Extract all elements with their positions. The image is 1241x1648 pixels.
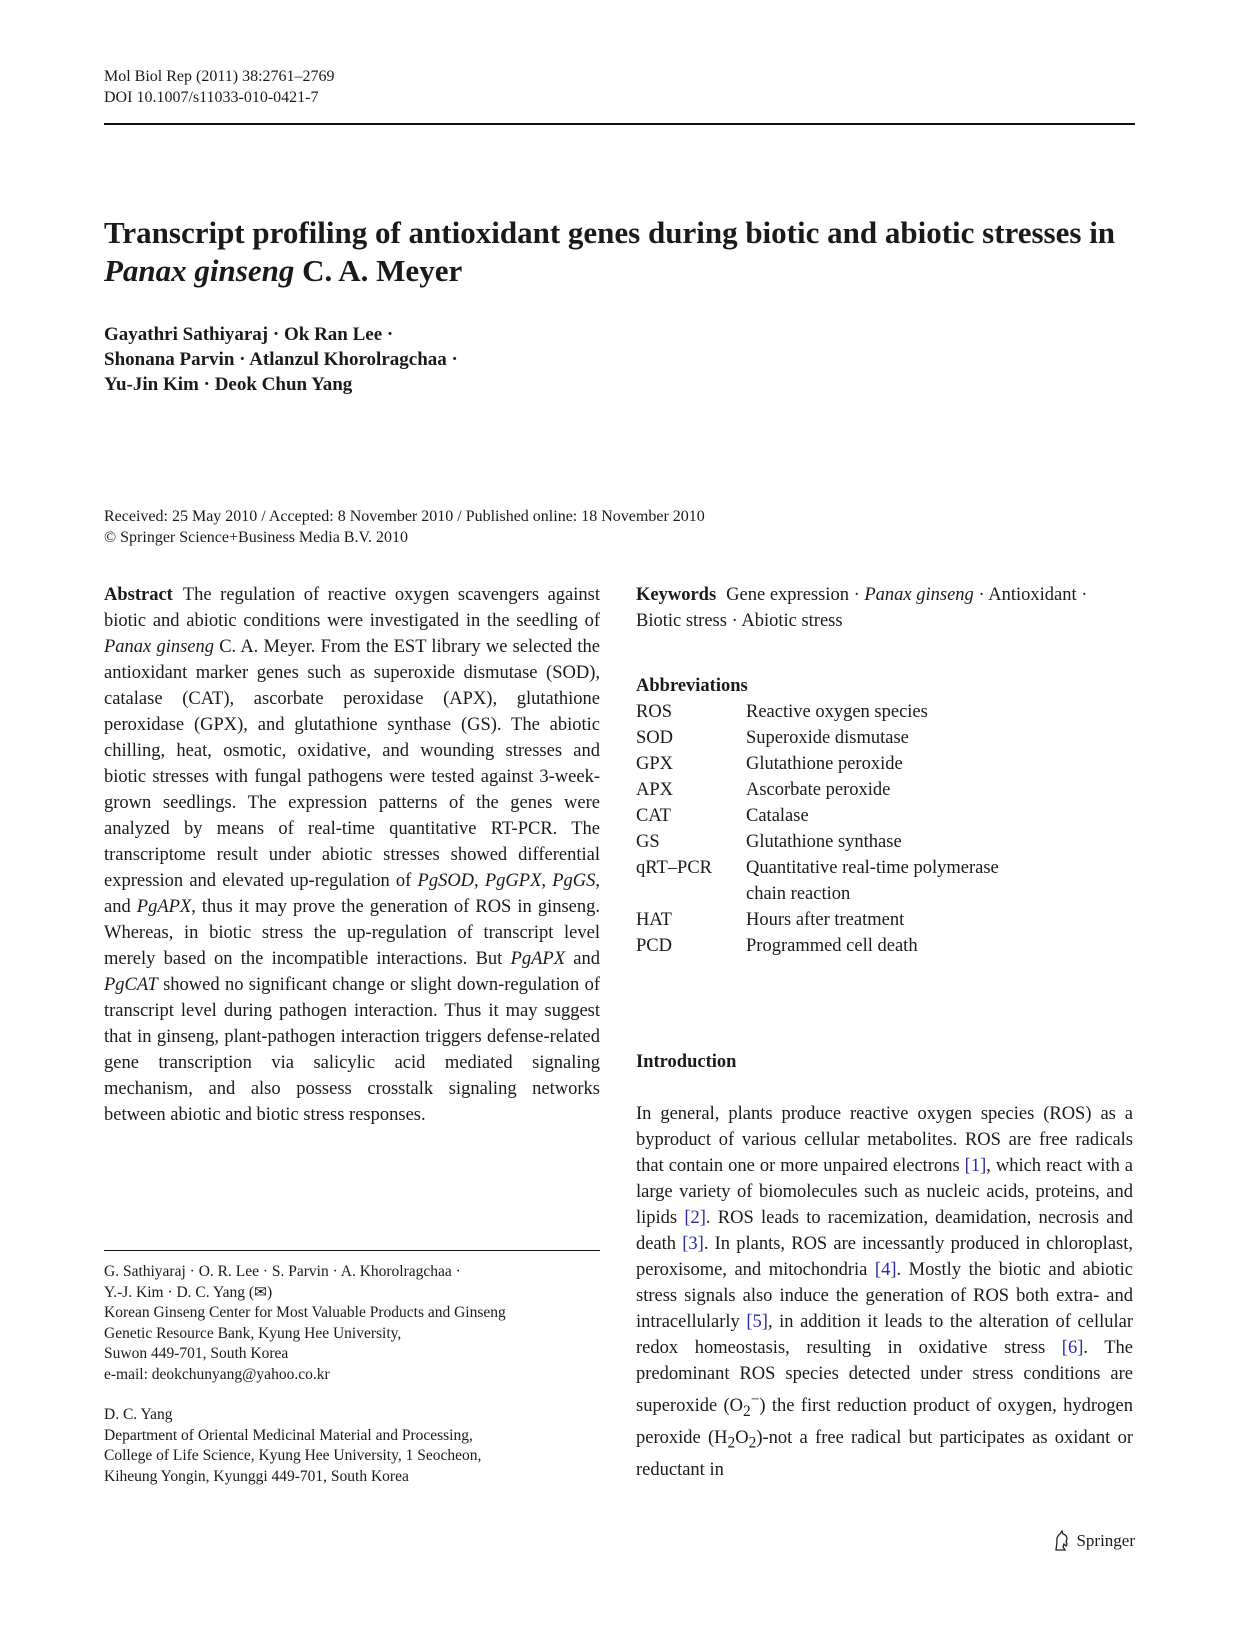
abbreviations-heading: Abbreviations — [636, 676, 748, 696]
abbreviation-row: ROS Reactive oxygen species — [636, 702, 928, 722]
envelope-icon: ✉ — [254, 1283, 267, 1301]
publisher-logo — [1052, 1530, 1135, 1552]
author-line: Shonana Parvin · Atlanzul Khorolragchaa · — [104, 349, 458, 370]
doi: DOI 10.1007/s11033-010-0421-7 — [104, 89, 319, 106]
citation-link[interactable]: [4] — [874, 1260, 897, 1280]
abstract: Abstract The regulation of reactive oxygen scavengers against biotic and abiotic conditions were investigated in the seedling of Panax ginseng C. A. Meyer. From the EST library we selected the antioxidant marker genes such as superoxide dismutase (SOD), catalase (CAT), ascorbate peroxidase (APX), glutathione peroxidase (GPX), and glutathione synthase (GS). The abiotic chilling, heat, osmotic, oxidative, and wounding stresses and biotic stresses with fungal pathogens were tested against 3-week-grown seedlings. The expression patterns of the genes were analyzed by means of real-time quantitative RT-PCR. The transcriptome result under abiotic stresses showed differential expression and elevated up-regulation of PgSOD, PgGPX, PgGS, and PgAPX, thus it may prove the generation of ROS in ginseng. Whereas, in biotic stress the up-regulation of transcript level merely based on the incompatible interactions. But PgAPX and PgCAT showed no significant change or slight down-regulation of transcript level during pathogen interaction. Thus it may suggest that in ginseng, plant-pathogen interaction triggers defense-related gene transcription via salicylic acid mediated signaling mechanism, and also possess crosstalk signaling networks between abiotic and biotic stress responses. — [104, 585, 601, 1125]
author-list — [104, 322, 458, 397]
journal-citation: Mol Biol Rep (2011) 38:2761–2769 — [104, 68, 335, 85]
citation-link[interactable]: [6] — [1061, 1338, 1084, 1358]
keywords: Keywords Gene expression · Panax ginseng · Antioxidant · Biotic stress · Abiotic stress — [636, 585, 1088, 631]
affiliation-block: D. C. Yang Department of Oriental Medicinal Material and Processing, College of Life Science, Kyung Hee University, 1 Seocheon, Kiheung Yongin, Kyunggi 449-701, South Korea — [104, 1406, 482, 1485]
introduction-heading: Introduction — [636, 1052, 737, 1072]
footnote-rule — [104, 1250, 600, 1251]
citation-link[interactable]: [2] — [684, 1208, 706, 1228]
article-title: Transcript profiling of antioxidant genes during biotic and abiotic stresses in Panax ginseng C. A. Meyer — [104, 215, 1116, 288]
publisher-name: Springer — [1076, 1531, 1135, 1550]
date-history: Received: 25 May 2010 / Accepted: 8 November 2010 / Published online: 18 November 2010 — [104, 508, 705, 525]
author-line: Yu-Jin Kim · Deok Chun Yang — [104, 374, 353, 395]
abbreviations-table — [636, 699, 1133, 959]
publication-dates — [104, 506, 705, 548]
journal-header — [104, 66, 335, 108]
header-rule — [104, 123, 1135, 125]
copyright: © Springer Science+Business Media B.V. 2010 — [104, 529, 408, 546]
citation-link[interactable]: [1] — [964, 1156, 987, 1176]
springer-horse-icon — [1052, 1530, 1072, 1552]
author-line: Gayathri Sathiyaraj · Ok Ran Lee · — [104, 324, 394, 345]
keywords-label: Keywords — [636, 585, 717, 605]
introduction-text: In general, plants produce reactive oxygen species (ROS) as a byproduct of various cellular metabolites. ROS are free radicals that contain one or more unpaired electrons [1], which react with a large variety of biomolecules such as nucleic acids, proteins, and lipids [2]. ROS leads to racemization, deamidation, necrosis and death [3]. In plants, ROS are incessantly produced in chloroplast, peroxisome, and mitochondria [4]. Mostly the biotic and abiotic stress signals also induce the generation of ROS both extra- and intracellularly [5], in addition it leads to the alteration of cellular redox homeostasis, resulting in oxidative stress [6]. The predominant ROS species detected under stress conditions are superoxide $(O_2^-)$ the first reduction product of oxygen, hydrogen peroxide $(H_2O_2)$-not a free radical but participates as oxidant or reductant in — [636, 1104, 1134, 1480]
email: e-mail: deokchunyang@yahoo.co.kr — [104, 1365, 330, 1383]
abbreviation-row: HAT Hours after treatment — [636, 910, 905, 930]
abbreviation-row: qRT–PCR Quantitative real-time polymerase chain reaction — [636, 858, 999, 904]
abbreviation-row: PCD Programmed cell death — [636, 936, 918, 956]
abbreviation-row: CAT Catalase — [636, 806, 809, 826]
citation-link[interactable]: [5] — [746, 1312, 768, 1332]
affiliation-block: G. Sathiyaraj · O. R. Lee · S. Parvin · A. Khorolragchaa · Y.-J. Kim · D. C. Yang (✉) Korean Ginseng Center for Most Valuable Products and Ginseng Genetic Resource Bank, Kyung Hee University, Suwon 449-701, South Korea e-mail: deokchunyang@yahoo.co.kr — [104, 1262, 600, 1385]
abstract-label: Abstract — [104, 585, 173, 605]
abbreviation-row: APX Ascorbate peroxide — [636, 780, 891, 800]
abbreviation-row: GPX Glutathione peroxide — [636, 754, 903, 774]
citation-link[interactable]: [3] — [682, 1234, 704, 1254]
abbreviation-row: SOD Superoxide dismutase — [636, 728, 909, 748]
abbreviation-row: GS Glutathione synthase — [636, 832, 902, 852]
